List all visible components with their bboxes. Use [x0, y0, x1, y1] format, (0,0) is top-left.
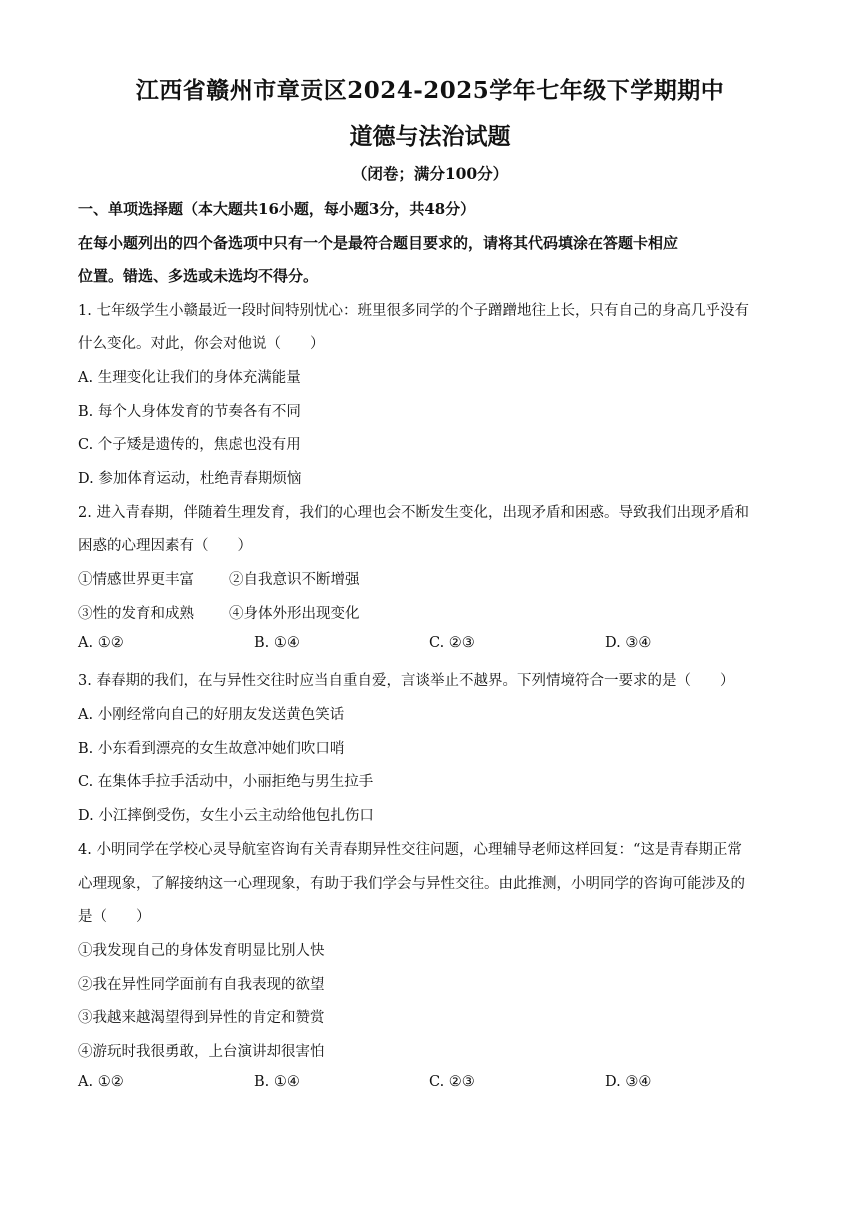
question-2-statement-2: ②自我意识不断增强	[229, 572, 360, 588]
question-2-statement-row1	[78, 568, 788, 588]
question-4-stem-line1: 4. 小明同学在学校心灵导航室咨询有关青春期异性交往问题，心理辅导老师这样回复：“这是青春期正常	[78, 842, 742, 858]
section-instruction-line1: 在每小题列出的四个备选项中只有一个是最符合题目要求的，请将其代码填涂在答题卡相应	[78, 234, 679, 252]
question-4-statement-4: ④游玩时我很勇敢，上台演讲却很害怕	[78, 1044, 325, 1060]
question-1-stem-line1: 1. 七年级学生小赣最近一段时间特别忧心：班里很多同学的个子蹭蹭地往上长，只有自己的身高几乎没有	[78, 303, 749, 319]
question-2-stem-line1: 2. 进入青春期，伴随着生理发育，我们的心理也会不断发生变化，出现矛盾和困惑。导致我们出现矛盾和	[78, 505, 749, 521]
question-1-option-a: A. 生理变化让我们的身体充满能量	[78, 370, 301, 386]
question-1-option-d: D. 参加体育运动，杜绝青春期烦恼	[78, 471, 302, 487]
question-2-statement-row2	[78, 602, 788, 622]
question-4-option-d: D. ③④	[605, 1074, 652, 1090]
question-4-statement-2: ②我在异性同学面前有自我表现的欲望	[78, 977, 325, 993]
question-1-stem-line2: 什么变化。对此，你会对他说（ ）	[78, 336, 325, 352]
question-2-option-c: C. ②③	[429, 635, 475, 651]
question-3-option-c: C. 在集体手拉手活动中，小丽拒绝与男生拉手	[78, 774, 374, 790]
question-4-statement-3: ③我越来越渴望得到异性的肯定和赞赏	[78, 1010, 325, 1026]
question-4-options	[78, 1074, 788, 1094]
section-instruction-line2: 位置。错选、多选或未选均不得分。	[78, 267, 319, 285]
exam-subject-title: 道德与法治试题	[349, 123, 511, 150]
question-1-option-c: C. 个子矮是遗传的，焦虑也没有用	[78, 437, 301, 453]
section-heading: 一、单项选择题（本大题共16小题，每小题3分，共48分）	[78, 200, 476, 218]
question-3-option-a: A. 小刚经常向自己的好朋友发送黄色笑话	[78, 707, 345, 723]
question-2-option-a: A. ①②	[78, 635, 124, 651]
question-2-options	[78, 635, 788, 655]
question-3-stem: 3. 春春期的我们，在与异性交往时应当自重自爱，言谈举止不越界。下列情境符合一要求的是（ ）	[78, 673, 735, 689]
question-4-statement-1: ①我发现自己的身体发育明显比别人快	[78, 943, 325, 959]
question-2-option-d: D. ③④	[605, 635, 652, 651]
question-2-statement-1: ①情感世界更丰富	[78, 572, 194, 588]
question-2-statement-3: ③性的发育和成熟	[78, 606, 194, 622]
question-3-option-b: B. 小东看到漂亮的女生故意冲她们吹口哨	[78, 741, 345, 757]
exam-title: 江西省赣州市章贡区2024-2025学年七年级下学期期中	[135, 77, 725, 104]
exam-subtitle: （闭卷；满分100分）	[351, 164, 509, 183]
question-4-option-b: B. ①④	[254, 1074, 300, 1090]
question-2-stem-line2: 困惑的心理因素有（ ）	[78, 538, 252, 554]
question-1-option-b: B. 每个人身体发育的节奏各有不同	[78, 404, 301, 420]
question-4-stem-line3: 是（ ）	[78, 909, 151, 925]
question-4-stem-line2: 心理现象，了解接纳这一心理现象，有助于我们学会与异性交往。由此推测，小明同学的咨询可能涉及的	[78, 876, 745, 892]
question-2-option-b: B. ①④	[254, 635, 300, 651]
question-4-option-a: A. ①②	[78, 1074, 124, 1090]
question-2-statement-4: ④身体外形出现变化	[229, 606, 360, 622]
question-4-option-c: C. ②③	[429, 1074, 475, 1090]
question-3-option-d: D. 小江摔倒受伤，女生小云主动给他包扎伤口	[78, 808, 374, 824]
